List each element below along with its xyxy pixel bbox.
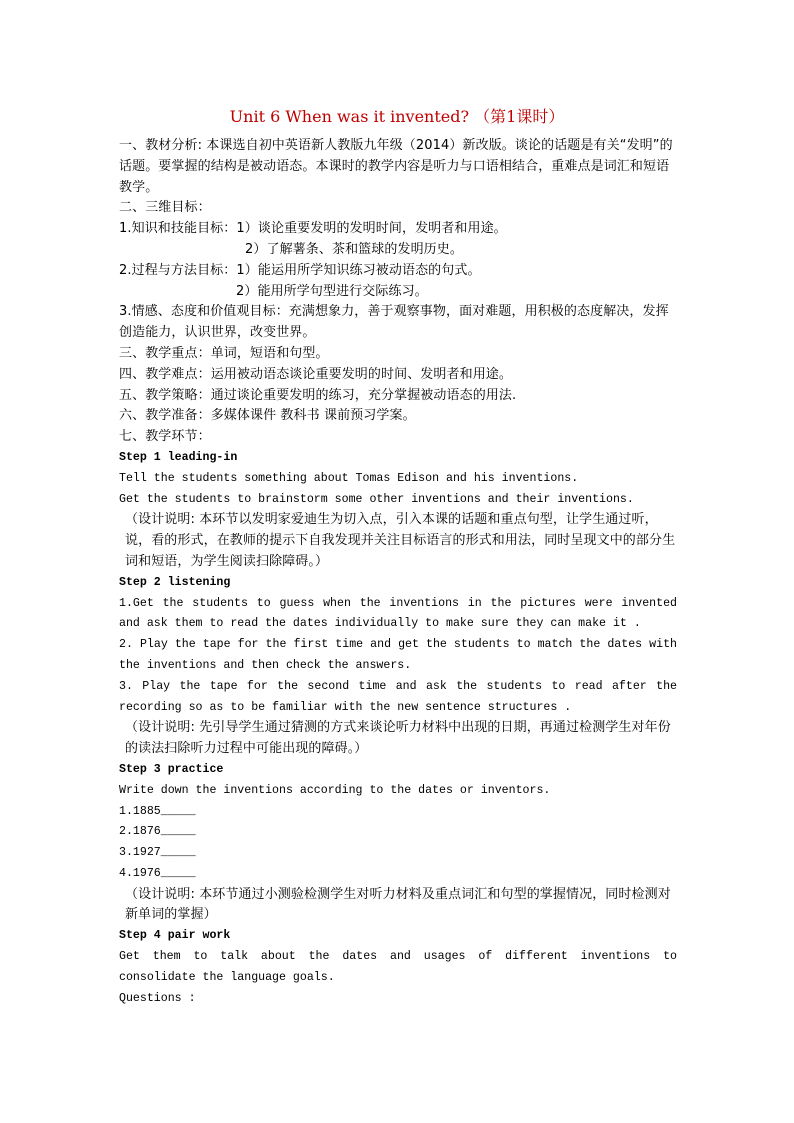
objective-knowledge-1: 1.知识和技能目标：1）谈论重要发明的发明时间，发明者和用途。 xyxy=(119,221,507,237)
step-1-line-2: Get the students to brainstorm some other inventions and their inventions. xyxy=(119,492,634,506)
step-1-line-1: Tell the students something about Tomas Edison and his inventions. xyxy=(119,471,579,485)
section-preparation: 六、教学准备：多媒体课件 教科书 课前预习学案。 xyxy=(119,408,416,424)
page-title xyxy=(0,106,794,128)
objective-attitude: 3.情感、态度和价值观目标：充满想象力，善于观察事物，面对难题，用积极的态度解决，发挥创造能力，认识世界，改变世界。 xyxy=(119,304,669,341)
step-3-blank-4: 4.1976_____ xyxy=(119,866,196,880)
section-key-points: 三、教学重点：单词，短语和句型。 xyxy=(119,345,329,361)
objective-knowledge-2: 2）了解薯条、茶和篮球的发明历史。 xyxy=(245,241,463,257)
step-3-instruction: Write down the inventions according to the dates or inventors. xyxy=(119,783,551,797)
step-3-design-note: （设计说明: 本环节通过小测验检测学生对听力材料及重点词汇和句型的掌握情况，同时检测对新单词的掌握） xyxy=(125,886,671,923)
step-3-heading: Step 3 practice xyxy=(119,762,224,776)
step-4-questions-label: Questions : xyxy=(119,991,196,1005)
section-procedure-heading: 七、教学环节： xyxy=(119,429,211,445)
section-textbook-analysis: 一、教材分析: 本课选自初中英语新人教版九年级（2014）新改版。谈论的话题是有关“发明”的话题。要掌握的结构是被动语态。本课时的教学内容是听力与口语相结合，重难点是词汇和短语教学。 xyxy=(119,138,673,195)
objective-process-2: 2）能用所学句型进行交际练习。 xyxy=(236,283,428,299)
step-3-blank-3: 3.1927_____ xyxy=(119,846,196,860)
step-2-item-1: 1.Get the students to guess when the inventions in the pictures were invented and ask them to read the dates individually to make sure they can make it . xyxy=(119,596,677,631)
section-strategy: 五、教学策略：通过谈论重要发明的练习，充分掌握被动语态的用法. xyxy=(119,387,517,403)
step-1-heading: Step 1 leading-in xyxy=(119,450,238,464)
title-text: Unit 6 When was it invented? （第1课时） xyxy=(229,107,565,126)
step-2-item-2: 2. Play the tape for the first time and get the students to match the dates with the inventions and then check the answers. xyxy=(119,638,677,672)
objective-process-1: 2.过程与方法目标：1）能运用所学知识练习被动语态的句式。 xyxy=(119,262,481,278)
step-3-blank-2: 2.1876_____ xyxy=(119,825,196,839)
step-4-line-1: Get them to talk about the dates and usages of different inventions to consolidate the language goals. xyxy=(119,950,677,984)
step-2-heading: Step 2 listening xyxy=(119,575,231,589)
section-difficulties: 四、教学难点：运用被动语态谈论重要发明的时间、发明者和用途。 xyxy=(119,366,513,382)
step-4-heading: Step 4 pair work xyxy=(119,929,231,943)
document-body xyxy=(119,136,677,1009)
section-objectives-heading: 二、三维目标： xyxy=(119,200,211,216)
step-2-design-note: （设计说明: 先引导学生通过猜测的方式来谈论听力材料中出现的日期，再通过检测学生对年份的读法扫除听力过程中可能出现的障碍。） xyxy=(125,720,671,757)
step-2-item-3: 3. Play the tape for the second time and ask the students to read after the recording so as to be familiar with the new sentence structures . xyxy=(119,679,677,714)
step-1-design-note: （设计说明: 本环节以发明家爱迪生为切入点，引入本课的话题和重点句型，让学生通过听，说，看的形式，在教师的提示下自我发现并关注目标语言的形式和用法，同时呈现文中的部分生词和短语，为学生阅读扫除障碍。） xyxy=(125,512,676,569)
step-3-blank-1: 1.1885_____ xyxy=(119,804,196,818)
